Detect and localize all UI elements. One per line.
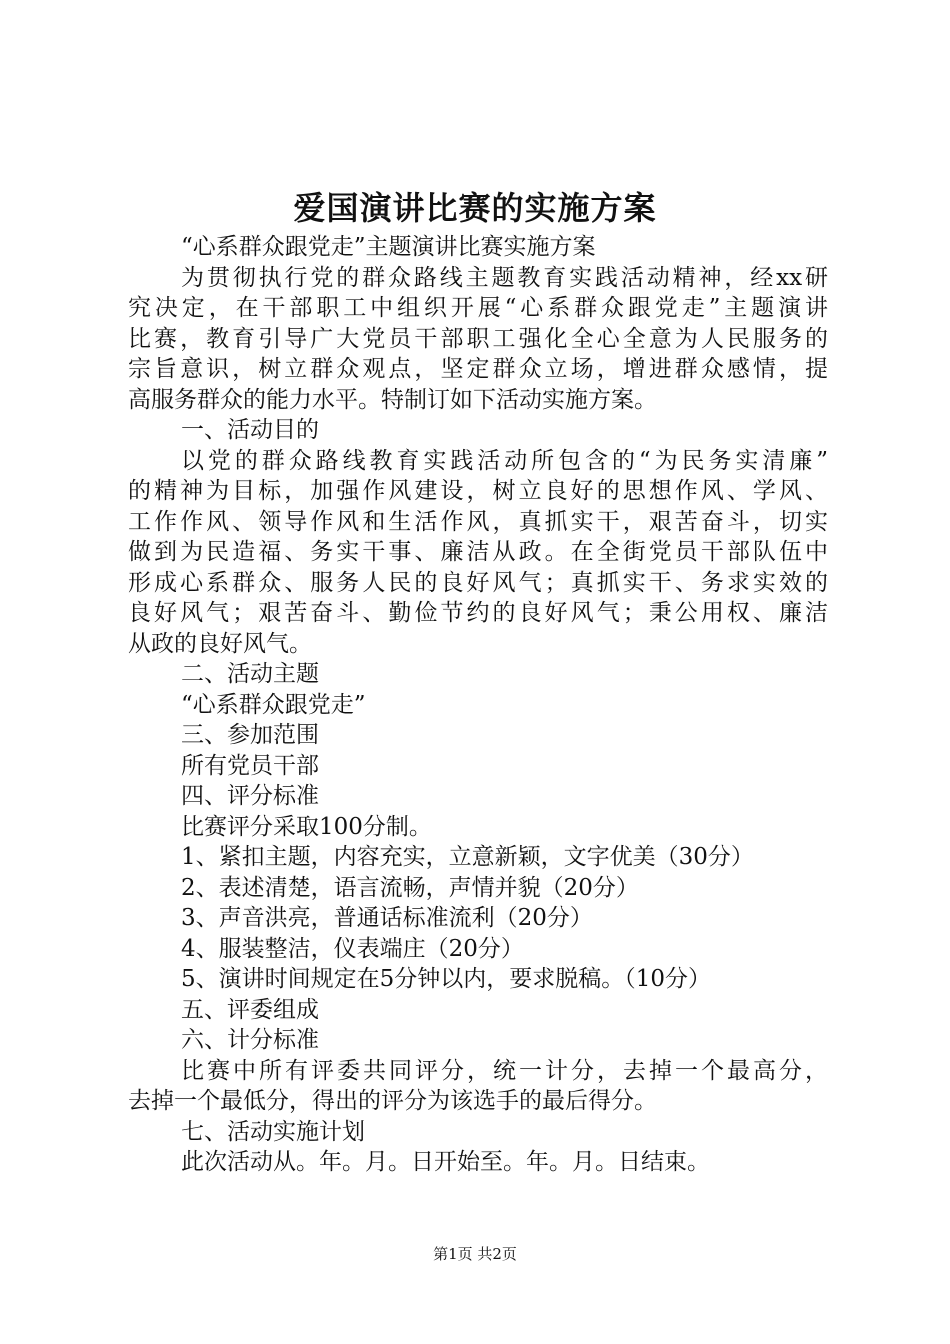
- text-line: 四、评分标准: [181, 783, 319, 809]
- document-body: [128, 232, 828, 1178]
- text-line: 3、声音洪亮，普通话标准流利（20分）: [181, 905, 593, 931]
- text-line: 以党的群众路线教育实践活动所包含的“为民务实清廉”: [181, 447, 828, 474]
- text-line: 六、计分标准: [181, 1027, 319, 1053]
- text-line: 高服务群众的能力水平。特制订如下活动实施方案。: [128, 386, 657, 413]
- text-line: 的精神为目标，加强作风建设，树立良好的思想作风、学风、: [128, 478, 828, 504]
- text-line: 比赛中所有评委共同评分，统一计分，去掉一个最高分，: [181, 1057, 828, 1084]
- text-line: 良好风气；艰苦奋斗、勤俭节约的良好风气；秉公用权、廉洁: [128, 600, 828, 626]
- text-line: 比赛评分采取100分制。: [181, 813, 432, 840]
- text-line: 三、参加范围: [181, 722, 319, 748]
- text-line: “心系群众跟党走”主题演讲比赛实施方案: [181, 234, 596, 260]
- text-line: 为贯彻执行党的群众路线主题教育实践活动精神，经xx研: [181, 264, 828, 291]
- text-line: 5、演讲时间规定在5分钟以内，要求脱稿。（10分）: [181, 966, 712, 992]
- text-line: 一、活动目的: [181, 417, 319, 443]
- text-line: 比赛，教育引导广大党员干部职工强化全心全意为人民服务的: [128, 325, 828, 352]
- text-line: “心系群众跟党走”: [181, 691, 366, 718]
- text-line: 七、活动实施计划: [181, 1118, 365, 1145]
- text-line: 五、评委组成: [181, 996, 319, 1023]
- text-line: 工作作风、领导作风和生活作风，真抓实干，艰苦奋斗，切实: [128, 508, 828, 535]
- text-line: 究决定，在干部职工中组织开展“心系群众跟党走”主题演讲: [128, 295, 828, 321]
- text-line: 去掉一个最低分，得出的评分为该选手的最后得分。: [128, 1088, 657, 1114]
- text-line: 从政的良好风气。: [128, 630, 312, 657]
- text-line: 1、紧扣主题，内容充实，立意新颖，文字优美（30分）: [181, 844, 754, 870]
- text-line: 4、服装整洁，仪表端庄（20分）: [181, 935, 524, 962]
- text-line: 所有党员干部: [181, 752, 319, 779]
- text-line: 形成心系群众、服务人民的良好风气；真抓实干、务求实效的: [128, 569, 828, 596]
- document-title: 爱国演讲比赛的实施方案: [293, 189, 657, 227]
- text-line: 此次活动从。年。月。日开始至。年。月。日结束。: [181, 1149, 710, 1175]
- text-line: 二、活动主题: [181, 661, 319, 687]
- text-line: 做到为民造福、务实干事、廉洁从政。在全街党员干部队伍中: [128, 539, 828, 565]
- text-line: 宗旨意识，树立群众观点，坚定群众立场，增进群众感情，提: [128, 356, 828, 382]
- page-footer: 第1页 共2页: [433, 1245, 517, 1263]
- text-line: 2、表述清楚，语言流畅，声情并貌（20分）: [181, 874, 639, 901]
